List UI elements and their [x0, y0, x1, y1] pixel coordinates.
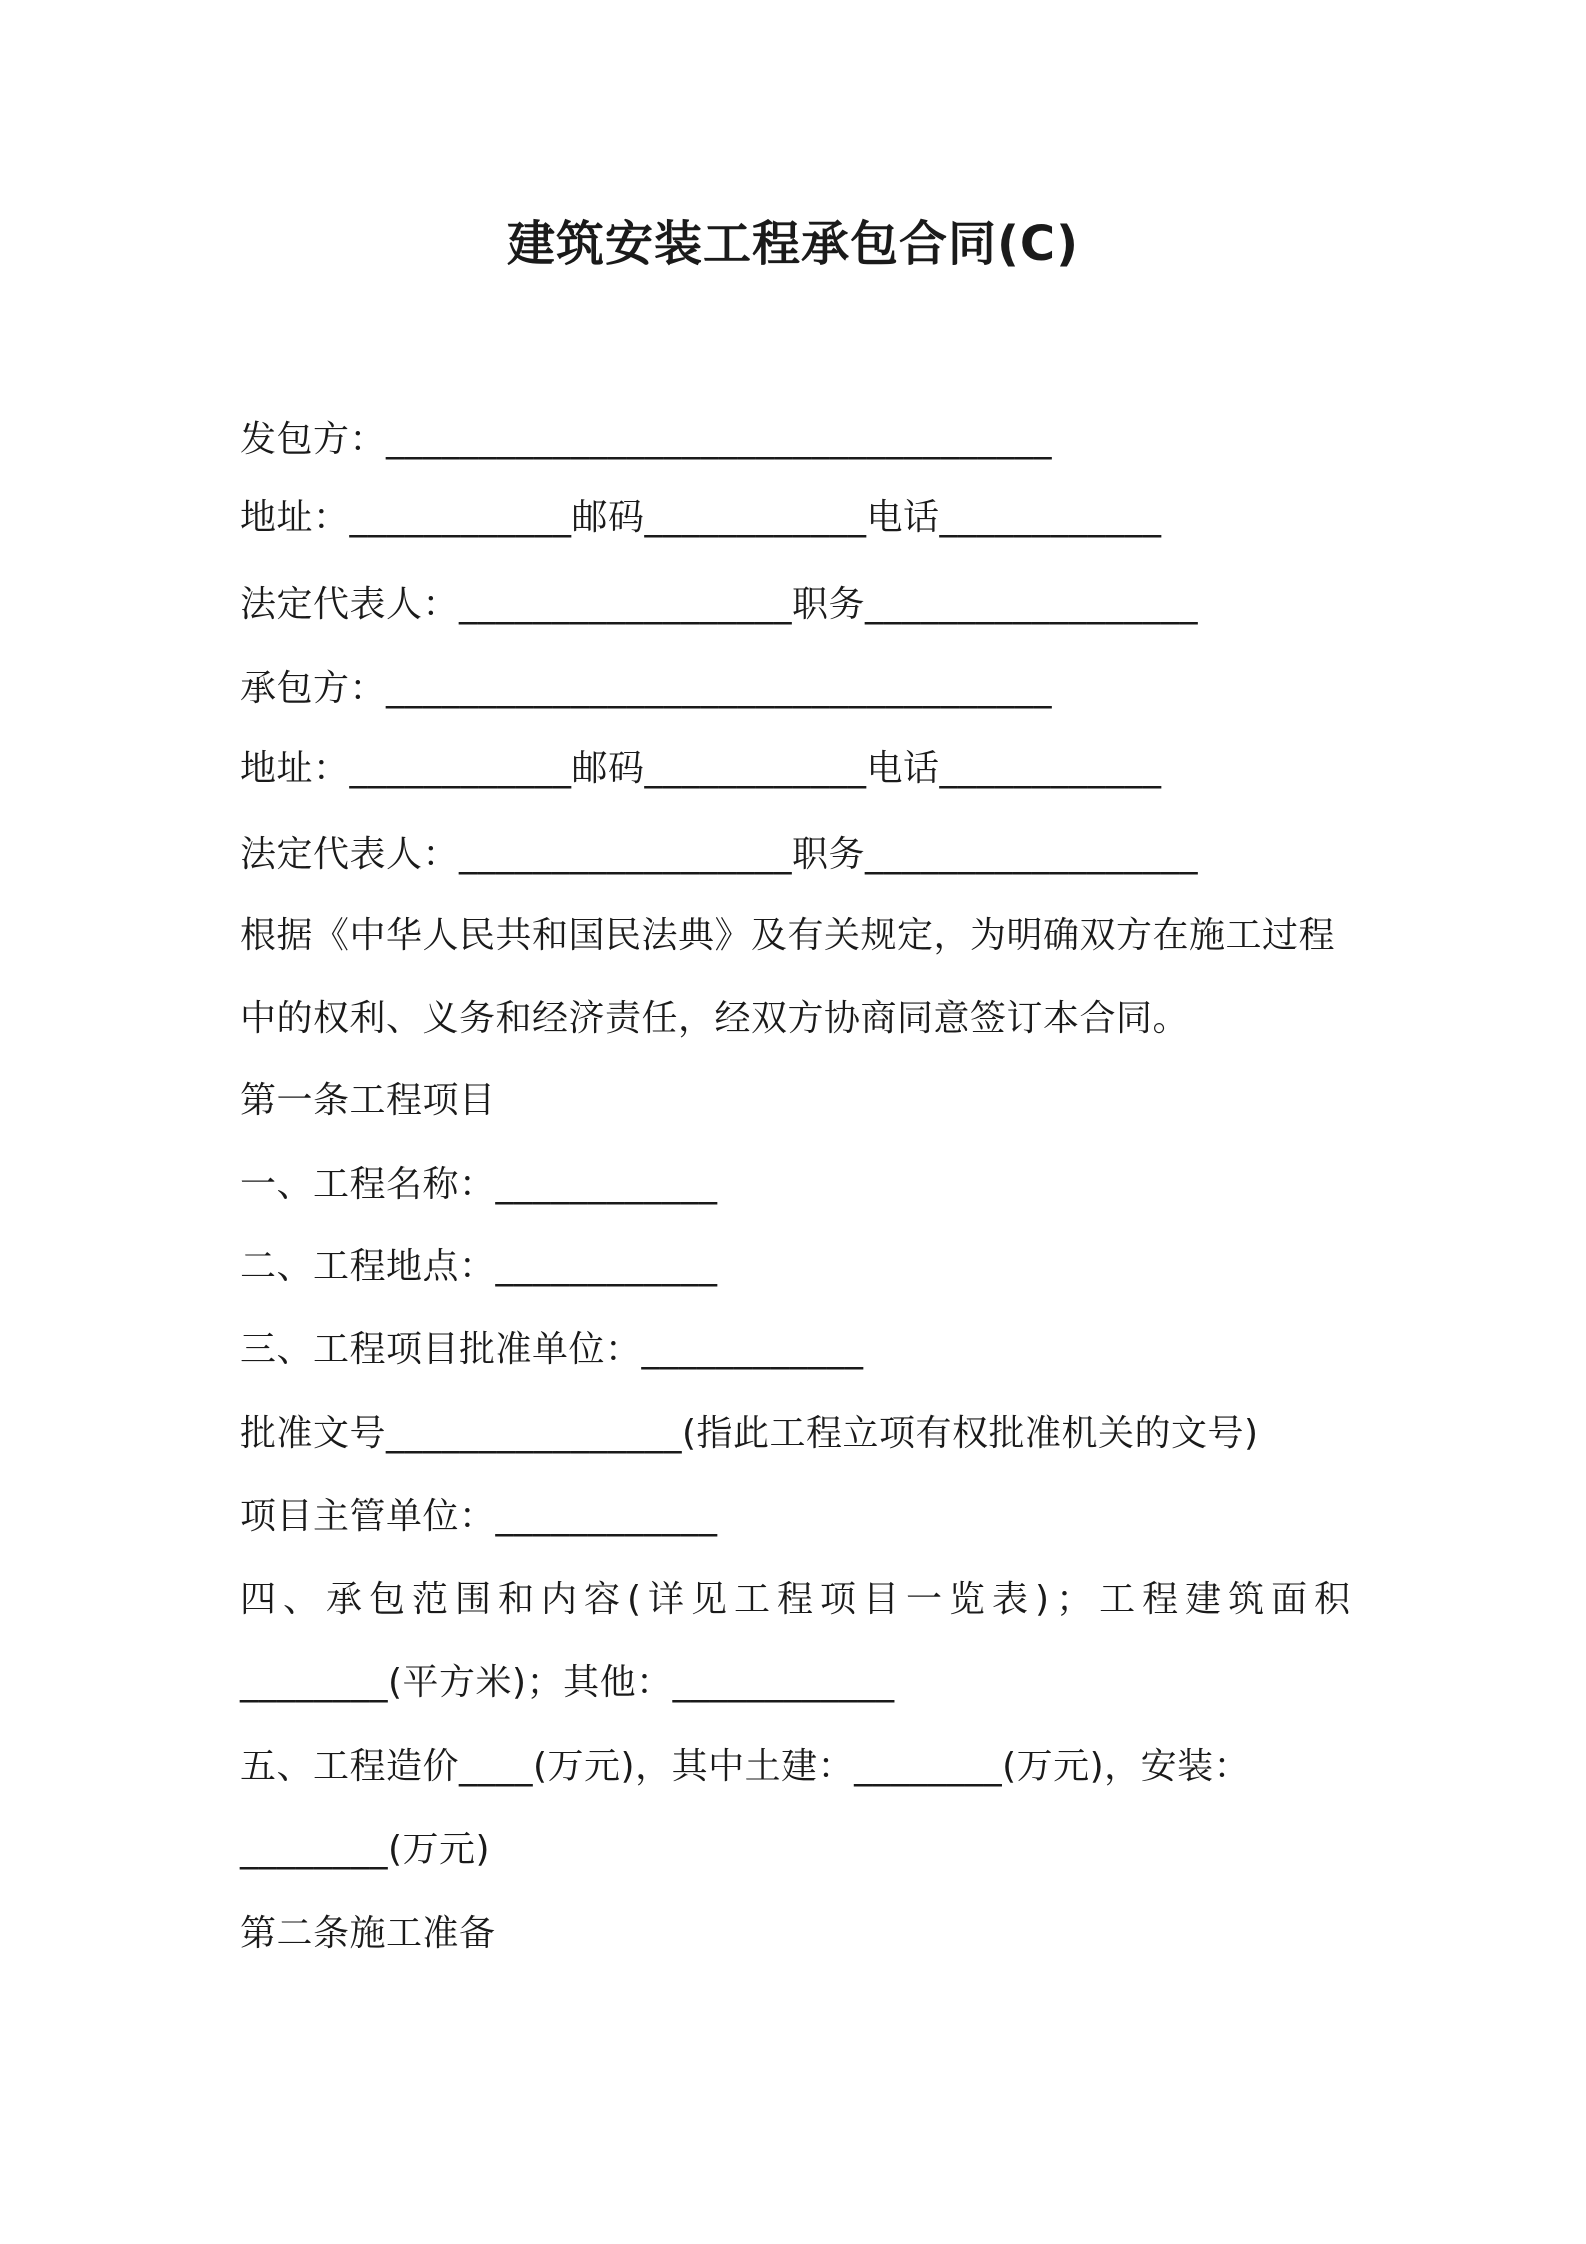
project-name-line: 一、工程名称：____________: [240, 1164, 718, 1205]
article-1-heading: 第一条工程项目: [240, 1080, 496, 1121]
document-title: 建筑安装工程承包合同(C): [506, 216, 1080, 272]
employer-name-line: 发包方：____________________________________: [240, 419, 1053, 460]
article-2-heading: 第二条施工准备: [240, 1913, 496, 1954]
scope-line-2: ________(平方米)；其他：____________: [240, 1662, 895, 1703]
contractor-representative-line: 法定代表人：__________________职务__________________: [240, 834, 1199, 875]
preamble-line-1: 根据《中华人民共和国民法典》及有关规定，为明确双方在施工过程: [240, 915, 1336, 956]
project-location-line: 二、工程地点：____________: [240, 1246, 718, 1287]
employer-representative-line: 法定代表人：__________________职务__________________: [240, 584, 1199, 625]
cost-line-2: ________(万元): [240, 1829, 491, 1870]
supervising-unit-line: 项目主管单位：____________: [240, 1496, 718, 1537]
contractor-address-line: 地址：____________邮码____________电话____________: [240, 748, 1162, 789]
cost-line-1: 五、工程造价____(万元)，其中土建：________(万元)，安装：: [240, 1746, 1251, 1787]
employer-address-line: 地址：____________邮码____________电话____________: [240, 497, 1162, 538]
approval-number-line: 批准文号________________(指此工程立项有权批准机关的文号): [240, 1413, 1259, 1454]
preamble-line-2: 中的权利、义务和经济责任，经双方协商同意签订本合同。: [240, 998, 1190, 1039]
scope-line-1: 四、承包范围和内容(详见工程项目一览表)；工程建筑面积: [240, 1579, 1358, 1620]
approval-unit-line: 三、工程项目批准单位：____________: [240, 1329, 864, 1370]
contractor-name-line: 承包方：____________________________________: [240, 668, 1053, 709]
